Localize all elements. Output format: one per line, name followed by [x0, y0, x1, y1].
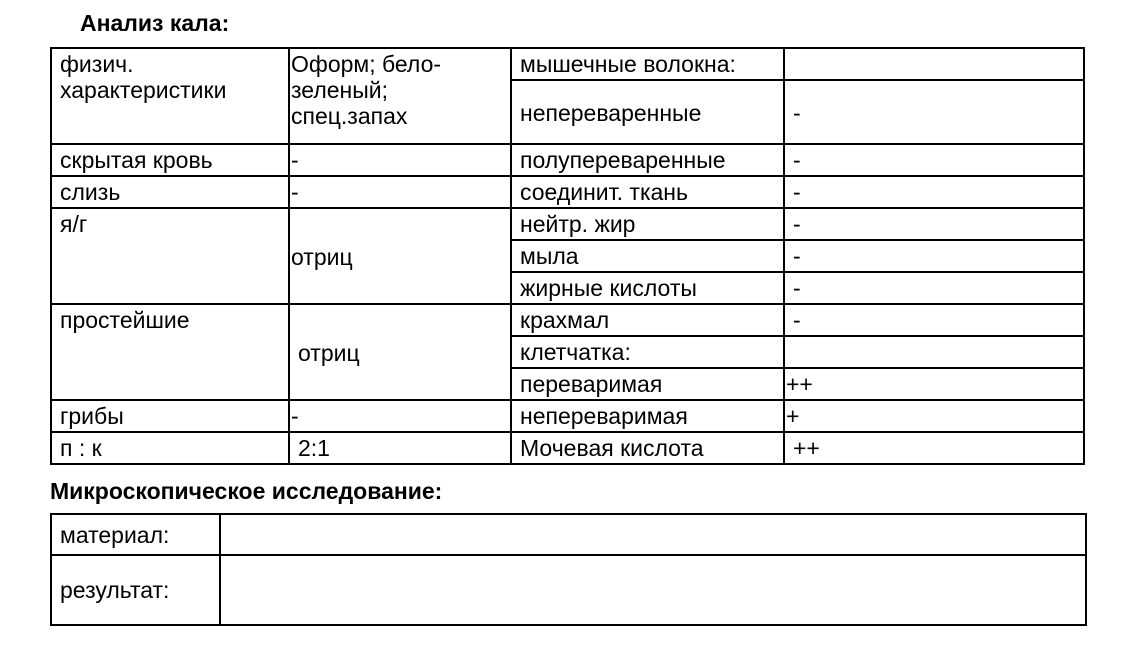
soaps-label: мыла — [511, 240, 784, 272]
microscopy-table — [50, 513, 1087, 626]
worm-eggs-value: отриц — [289, 208, 511, 304]
hidden-blood-value: - — [289, 144, 511, 176]
indigestible-label: непереваримая — [511, 400, 784, 432]
hidden-blood-label: скрытая кровь — [51, 144, 289, 176]
fungi-label: грибы — [51, 400, 289, 432]
table-row — [51, 555, 1086, 625]
indigestible-value: + — [784, 400, 1084, 432]
connective-tissue-value: - — [784, 176, 1084, 208]
result-value — [220, 555, 1086, 625]
uric-acid-label: Мочевая кислота — [511, 432, 784, 464]
starch-label: крахмал — [511, 304, 784, 336]
digestible-label: переваримая — [511, 368, 784, 400]
mucus-label: слизь — [51, 176, 289, 208]
table-row — [51, 144, 1084, 176]
protozoa-value: отриц — [289, 304, 511, 400]
fatty-acids-value: - — [784, 272, 1084, 304]
stool-analysis-table — [50, 47, 1085, 465]
fiber-value — [784, 336, 1084, 368]
material-value — [220, 514, 1086, 555]
table-row — [51, 48, 1084, 80]
table-row — [51, 432, 1084, 464]
physical-value: Оформ; бело- зеленый; спец.запах — [289, 48, 511, 144]
ratio-label: п : к — [51, 432, 289, 464]
material-label: материал: — [51, 514, 220, 555]
microscopy-title: Микроскопическое исследование: — [50, 478, 443, 504]
muscle-fibers-label: мышечные волокна: — [511, 48, 784, 80]
semi-digested-label: полупереваренные — [511, 144, 784, 176]
ratio-value: 2:1 — [289, 432, 511, 464]
table-row — [51, 176, 1084, 208]
fiber-label: клетчатка: — [511, 336, 784, 368]
neutral-fat-value: - — [784, 208, 1084, 240]
soaps-value: - — [784, 240, 1084, 272]
digestible-value: ++ — [784, 368, 1084, 400]
table-row — [51, 400, 1084, 432]
uric-acid-value: ++ — [784, 432, 1084, 464]
muscle-fibers-value — [784, 48, 1084, 80]
physical-label: физич. характеристики — [51, 48, 289, 144]
fungi-value: - — [289, 400, 511, 432]
connective-tissue-label: соединит. ткань — [511, 176, 784, 208]
table-row — [51, 208, 1084, 240]
undigested-value: - — [784, 80, 1084, 144]
table-row — [51, 514, 1086, 555]
stool-analysis-title: Анализ кала: — [80, 10, 230, 36]
result-label: результат: — [51, 555, 220, 625]
worm-eggs-label: я/г — [51, 208, 289, 304]
neutral-fat-label: нейтр. жир — [511, 208, 784, 240]
undigested-label: непереваренные — [511, 80, 784, 144]
mucus-value: - — [289, 176, 511, 208]
fatty-acids-label: жирные кислоты — [511, 272, 784, 304]
semi-digested-value: - — [784, 144, 1084, 176]
protozoa-label: простейшие — [51, 304, 289, 400]
table-row — [51, 304, 1084, 336]
starch-value: - — [784, 304, 1084, 336]
